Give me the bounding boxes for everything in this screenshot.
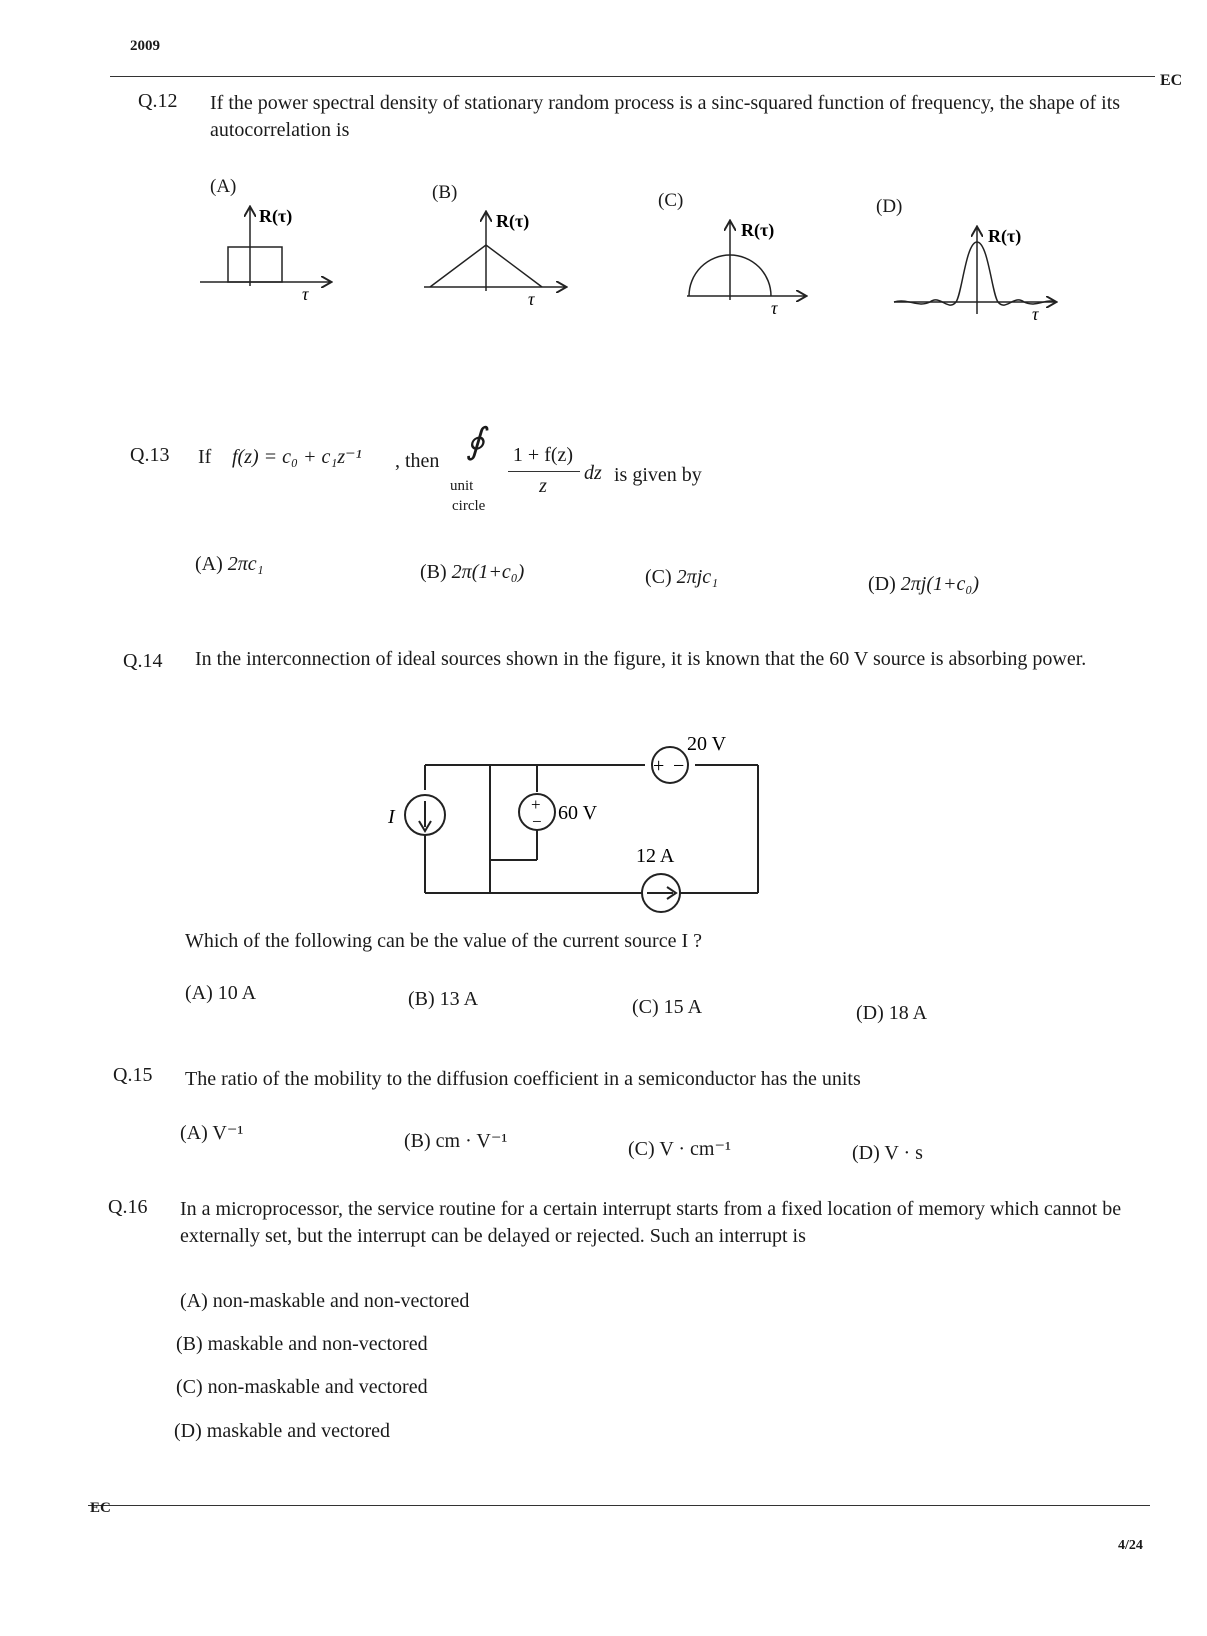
q12-plot-b-ylabel: R(τ) <box>496 211 530 231</box>
q14-option-d-text: 18 A <box>888 1002 928 1024</box>
q13-number: Q.13 <box>130 444 170 466</box>
q16-number: Q.16 <box>108 1196 148 1218</box>
q13-option-c-label: (C) <box>645 566 672 588</box>
q12-plot-a-xlabel: τ <box>302 284 309 304</box>
q14-option-b-label: (B) <box>408 988 435 1010</box>
q16-option-c <box>176 1376 428 1399</box>
q16-option-d-text: maskable and vectored <box>206 1420 391 1442</box>
q16-option-b <box>176 1333 428 1356</box>
q13-if: If <box>198 446 212 468</box>
q12-number: Q.12 <box>138 90 178 112</box>
q16-option-d-label: (D) <box>174 1420 202 1442</box>
q15-option-b-label: (B) <box>404 1130 431 1152</box>
q13-option-a-text: 2πc₁ <box>227 553 264 575</box>
q12-text: If the power spectral density of stationary random process is a sinc-squared function of frequency, the shape of its autocorrelation is <box>210 92 1121 141</box>
q15-option-b-text: cm · V⁻¹ <box>435 1130 508 1152</box>
q15-number: Q.15 <box>113 1064 153 1086</box>
q13-option-d <box>868 573 979 596</box>
q16-option-a-text: non-maskable and non-vectored <box>212 1290 470 1312</box>
q14-followup: Which of the following can be the value of the current source I ? <box>185 930 703 952</box>
q13-option-c-text: 2πjc₁ <box>676 566 719 588</box>
q15-option-a-text: V⁻¹ <box>212 1122 244 1144</box>
q15-option-d-text: V · s <box>884 1142 923 1164</box>
minus-icon: − <box>673 755 685 777</box>
q14-label-12a: 12 A <box>636 845 675 867</box>
q13-option-b <box>420 561 524 584</box>
q12-plot-c-ylabel: R(τ) <box>741 220 775 240</box>
q13-option-b-label: (B) <box>420 561 447 583</box>
header-rule <box>110 76 1155 77</box>
q12-option-d-label: (D) <box>876 196 903 217</box>
q15-option-d-label: (D) <box>852 1142 880 1164</box>
q16-option-b-label: (B) <box>176 1333 203 1355</box>
q16-option-c-label: (C) <box>176 1376 203 1398</box>
q12-option-a-label: (A) <box>210 176 237 197</box>
q14-option-b-text: 13 A <box>439 988 479 1010</box>
q12-plot-b <box>420 205 580 309</box>
q15-option-a-label: (A) <box>180 1122 208 1144</box>
q14-option-a-text: 10 A <box>217 982 257 1004</box>
q14-circuit <box>380 735 770 935</box>
q12-plot-d-xlabel: τ <box>1032 304 1039 324</box>
q13-fraction-bar <box>508 471 580 472</box>
footer-page-number: 4/24 <box>1118 1538 1143 1553</box>
q13-dz: dz <box>584 462 602 484</box>
q13-option-c <box>645 566 718 589</box>
q15-option-c <box>628 1136 731 1161</box>
q14-number: Q.14 <box>123 650 163 672</box>
header-paper-code: EC <box>1160 72 1183 89</box>
q12-option-c-label: (C) <box>658 190 684 211</box>
header-year: 2009 <box>130 38 160 54</box>
q13-contour-label-circle: circle <box>452 498 486 514</box>
q15-text: The ratio of the mobility to the diffusion coefficient in a semiconductor has the units <box>185 1068 861 1090</box>
contour-integral-icon: ∮ <box>466 421 485 461</box>
q14-option-c-label: (C) <box>632 996 659 1018</box>
q16-text: In a microprocessor, the service routine for a certain interrupt starts from a fixed location of memory which cannot be externally set, but the interrupt can be delayed or rejected. Such an interrupt is <box>180 1198 1122 1247</box>
q13-fraction-numerator: 1 + f(z) <box>512 444 574 466</box>
q12-plot-a <box>195 198 345 304</box>
q12-option-b-label: (B) <box>432 182 458 203</box>
q13-option-b-text: 2π(1+c₀) <box>451 561 525 583</box>
q15-option-b <box>404 1128 507 1153</box>
q13-option-d-text: 2πj(1+c₀) <box>900 573 979 595</box>
q14-option-a-label: (A) <box>185 982 213 1004</box>
q12-plot-a-ylabel: R(τ) <box>259 206 293 226</box>
q13-option-a-label: (A) <box>195 553 223 575</box>
q15-option-c-label: (C) <box>628 1138 655 1160</box>
q13-contour-label-unit: unit <box>450 478 474 494</box>
q14-option-a <box>185 982 256 1005</box>
q12-plot-c <box>683 214 823 318</box>
footer-paper-code: EC <box>90 1500 111 1516</box>
q15-option-c-text: V · cm⁻¹ <box>659 1138 732 1160</box>
plus-icon: + <box>653 755 665 777</box>
q15-option-d <box>852 1142 923 1165</box>
q13-function: f(z) = c₀ + c₁z⁻¹ <box>232 446 362 468</box>
q13-then: , then <box>395 450 440 472</box>
q16-option-a <box>180 1290 469 1313</box>
q13-fraction-denominator: z <box>539 475 547 497</box>
footer-rule <box>88 1505 1150 1506</box>
q16-option-c-text: non-maskable and vectored <box>207 1376 428 1398</box>
q16-option-d <box>174 1420 390 1443</box>
q13-option-d-label: (D) <box>868 573 896 595</box>
q14-option-c <box>632 996 702 1019</box>
q14-current-source-i <box>405 765 490 893</box>
q14-text: In the interconnection of ideal sources shown in the figure, it is known that the 60 V source is absorbing power. <box>195 648 1087 670</box>
q14-option-d <box>856 1002 927 1025</box>
q16-option-b-text: maskable and non-vectored <box>207 1333 428 1355</box>
q14-option-c-text: 15 A <box>663 996 703 1018</box>
q16-option-a-label: (A) <box>180 1290 208 1312</box>
q13-option-a <box>195 553 264 576</box>
q12-plot-c-xlabel: τ <box>771 298 778 318</box>
q14-option-d-label: (D) <box>856 1002 884 1024</box>
q12-plot-d <box>890 222 1070 324</box>
q15-option-a <box>180 1120 243 1145</box>
q14-label-i: I <box>388 806 395 828</box>
minus-icon: − <box>532 812 542 831</box>
q14-label-60v: 60 V <box>558 802 598 824</box>
q14-label-20v: 20 V <box>687 733 727 755</box>
q12-plot-d-ylabel: R(τ) <box>988 226 1022 246</box>
q14-option-b <box>408 988 478 1011</box>
q13-tail: is given by <box>614 464 702 486</box>
q12-plot-b-xlabel: τ <box>528 289 535 309</box>
plus-icon: + <box>531 795 541 814</box>
